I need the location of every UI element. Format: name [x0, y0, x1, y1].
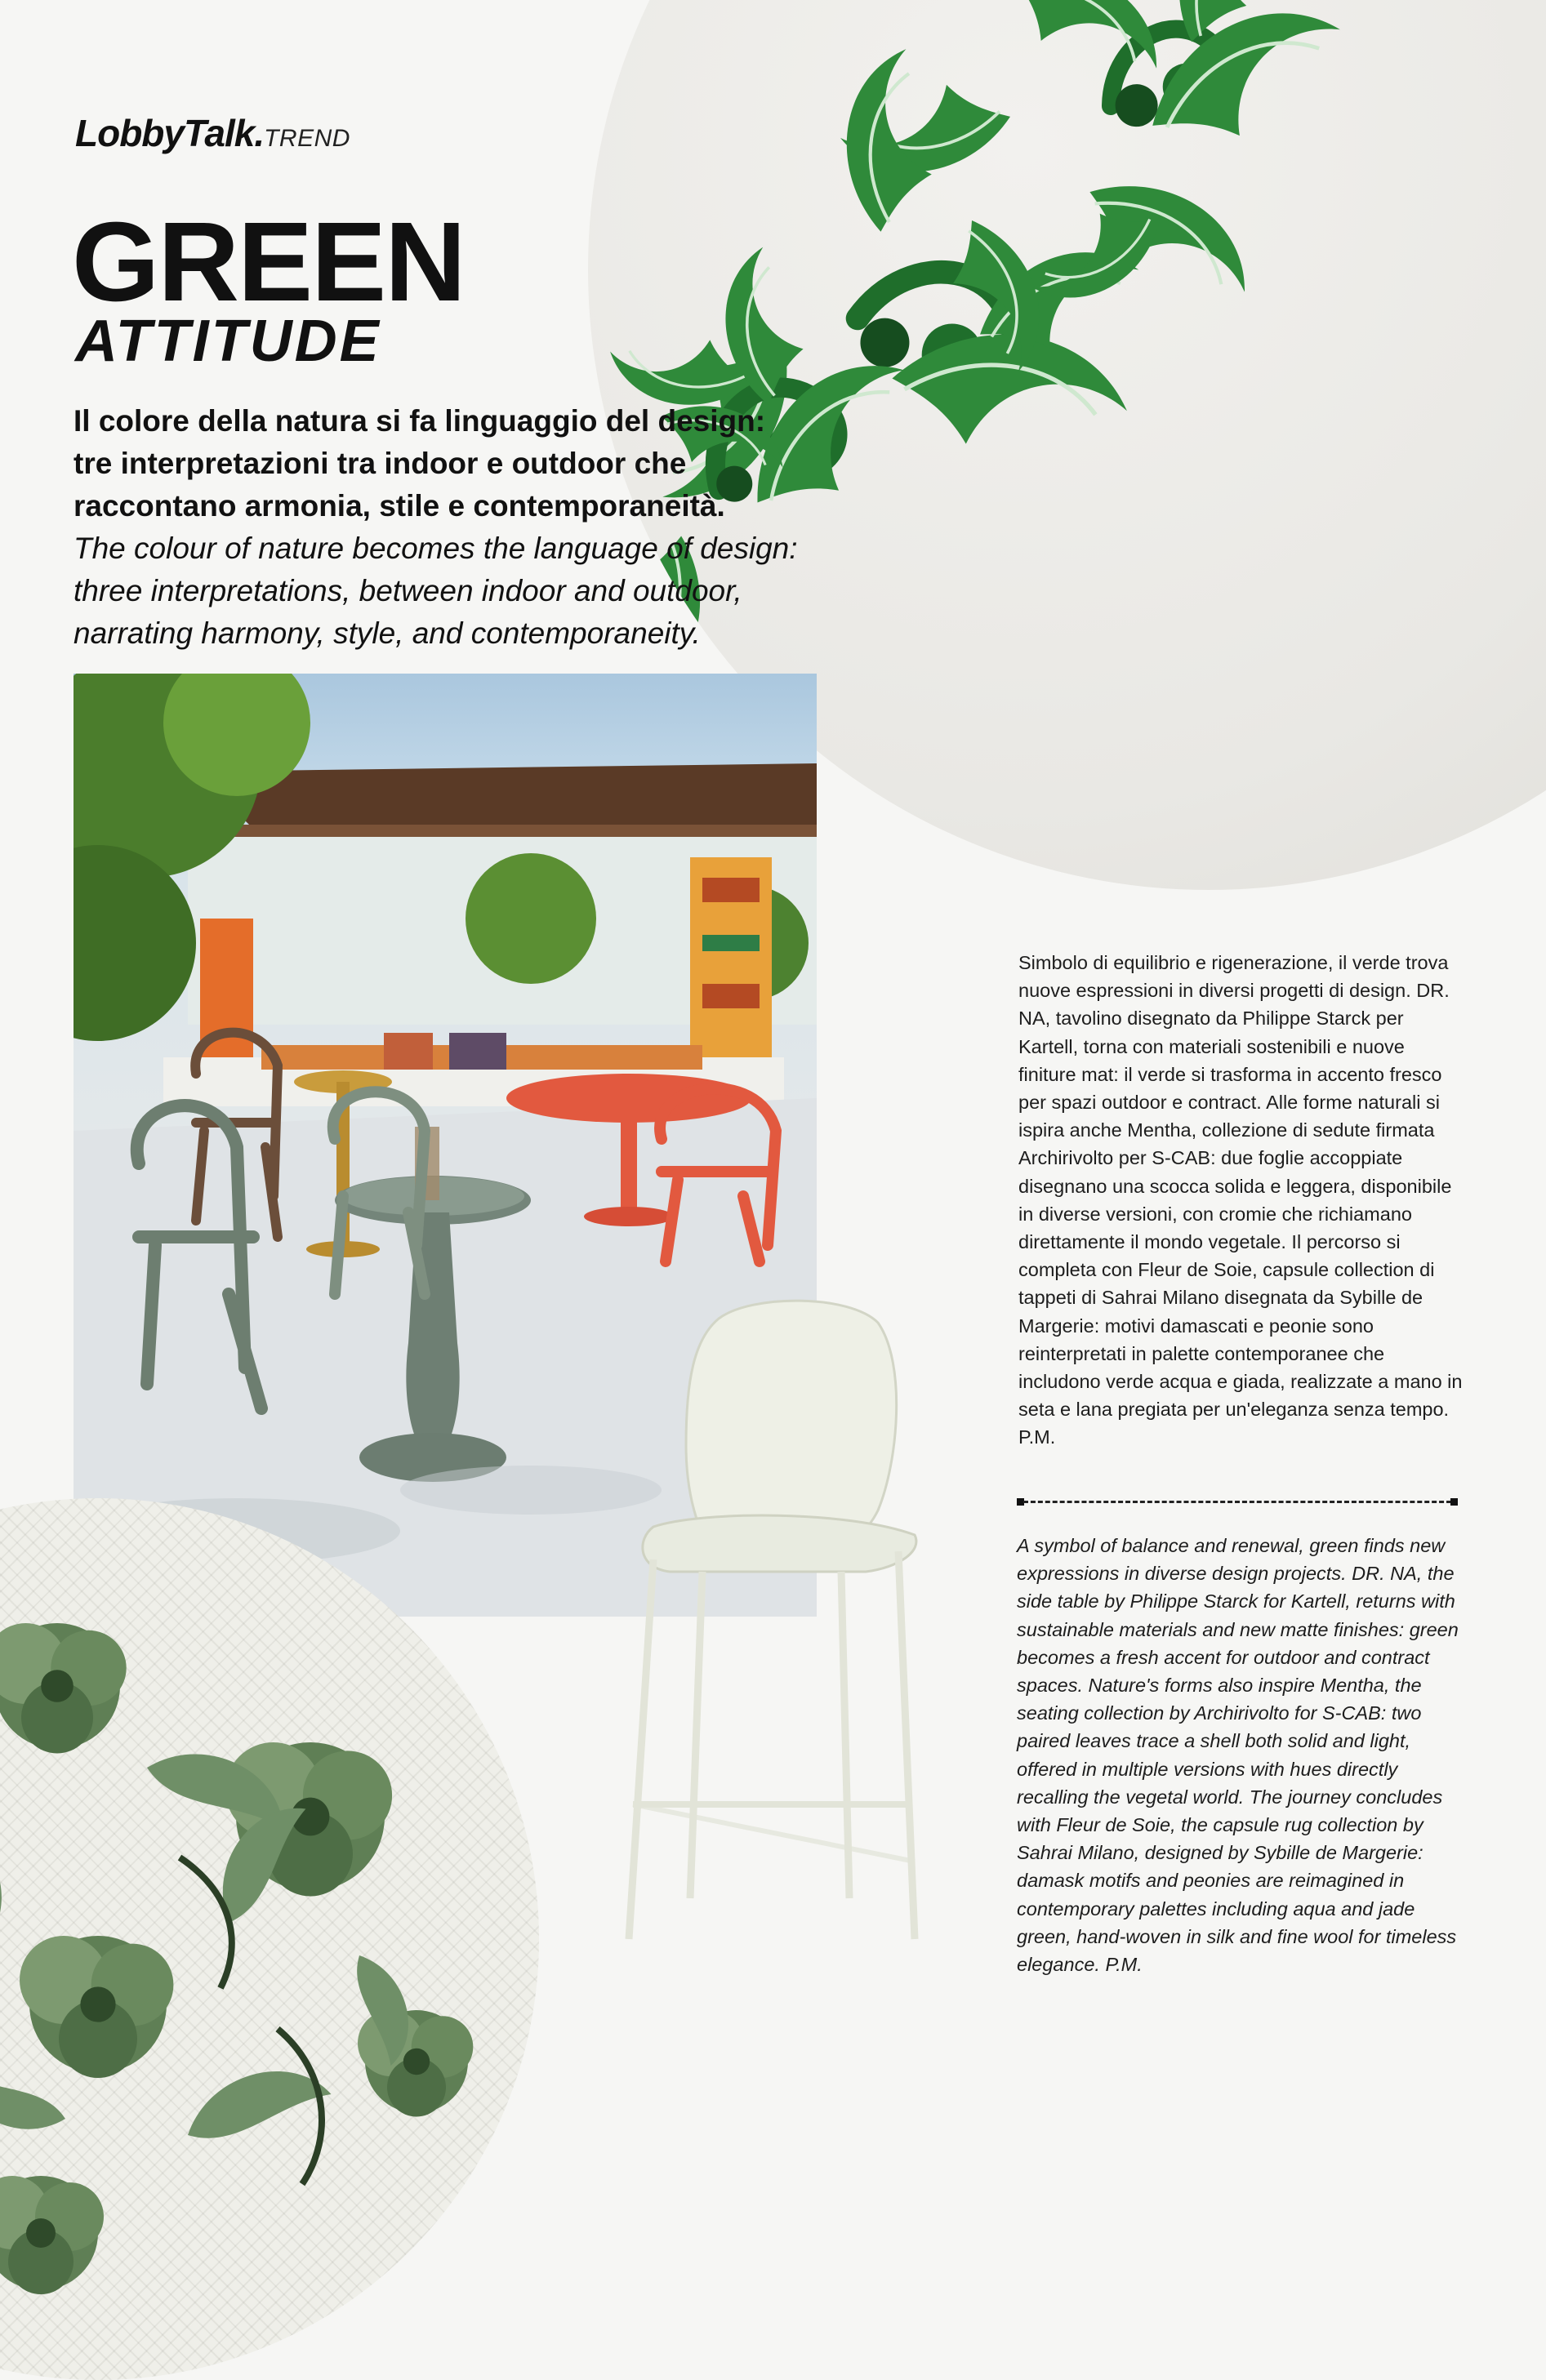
lead-english-line: narrating harmony, style, and contemporaneity.: [74, 616, 701, 650]
divider-end-dot: [1450, 1498, 1458, 1506]
body-text-italian: Simbolo di equilibrio e rigenerazione, il verde trova nuove espressioni in diversi progetti di design. DR. NA, tavolino disegnato da Philippe Starck per Kartell, torna con materiali sostenibili e nuove finiture mat: il verde si trasforma in accento fresco per spazi outdoor e contract. Alle forme naturali si ispira anche Mentha, collezione di sedute firmata Archirivolto per S-CAB: due foglie accoppiate disegnano una scocca solida e leggera, disponibile in diverse versioni, con cromie che richiamano direttamente il mondo vegetale. Il percorso si completa con Fleur de Soie, capsule collection di tappeti di Sahrai Milano disegnata da Sybille de Margerie: motivi damascati e peonie sono reinterpretati in palette contemporanee che includono verde acqua e giada, realizzate a mano in seta e lana pregiata per un'eleganza senza tempo. P.M.: [1018, 952, 1463, 1448]
section-tag: [75, 114, 350, 152]
stool-shape: [604, 1290, 931, 1960]
body-text-english: A symbol of balance and renewal, green finds new expressions in diverse design projects. DR. NA, the side table by Philippe Starck for Kartell, returns with sustainable materials and new matte finishes: green becomes a fresh accent for outdoor and contract spaces. Nature's forms also inspire Mentha, the seating collection by Archirivolto for S-CAB: two paired leaves trace a shell both solid and light, offered in multiple versions with hues directly recalling the vegetal world. The journey concludes with Fleur de Soie, the capsule rug collection by Sahrai Milano, designed by Sybille de Margerie: damask motifs and peonies are reimagined in contemporary palettes including aqua and jade green, hand-woven in silk and fine wool for timeless elegance. P.M.: [1017, 1535, 1459, 1976]
section-label: TREND: [264, 125, 350, 152]
article-title: GREEN: [72, 199, 465, 325]
white-bar-stool: [604, 1290, 931, 1960]
brand-label: LobbyTalk.: [75, 112, 265, 154]
lead-italian-line: raccontano armonia, stile e contemporaneità.: [74, 489, 725, 523]
lead-italian-line: Il colore della natura si fa linguaggio del design:: [74, 404, 766, 438]
divider-line: [1023, 1501, 1451, 1503]
dashed-divider: [1017, 1496, 1458, 1507]
lead-english-line: three interpretations, between indoor and outdoor,: [74, 574, 742, 607]
article-subtitle: ATTITUDE: [75, 309, 381, 374]
lead-paragraph: [74, 400, 882, 655]
lead-italian-line: tre interpretazioni tra indoor e outdoor che: [74, 447, 687, 480]
peony-rug: [0, 1498, 539, 2380]
lead-english-line: The colour of nature becomes the language of design:: [74, 532, 798, 565]
peony-pattern: [0, 1498, 539, 2380]
